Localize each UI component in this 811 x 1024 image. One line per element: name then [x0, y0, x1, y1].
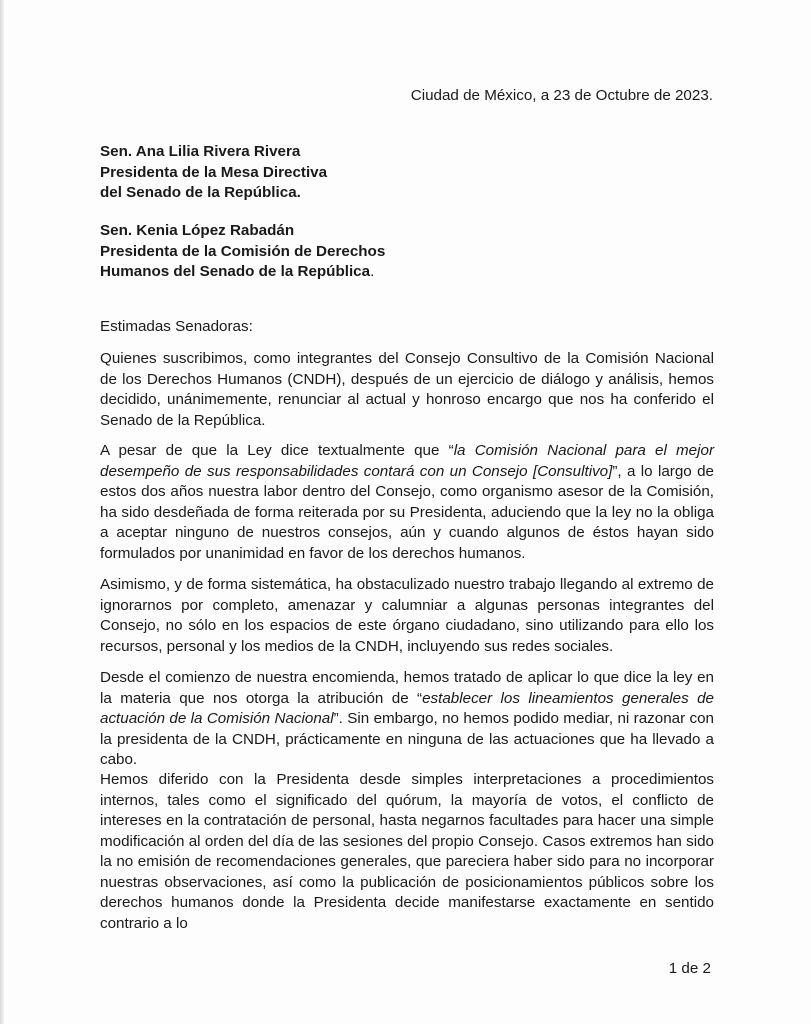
- paragraph-2-quote: la Comisión Nacional para el mejor desempeño de sus responsabilidades contará con un Consejo [Consultivo]: [100, 442, 715, 480]
- recipient-2-institution-text: Humanos del Senado de la República: [100, 263, 371, 280]
- recipient-1-institution: del Senado de la República.: [100, 184, 301, 201]
- recipient-block-2: [100, 221, 385, 283]
- paragraph-4-quote: establecer los lineamientos generales de actuación de la Comisión Nacional: [100, 689, 714, 727]
- paragraph-2-before: A pesar de que la Ley dice textualmente que “: [100, 442, 454, 459]
- recipient-2-period: .: [370, 263, 375, 280]
- paragraph-3: Asimismo, y de forma sistemática, ha obstaculizado nuestro trabajo llegando al extremo de ignorarnos por completo, amenazar y calumniar a algunas personas integrantes del Consejo, no sólo en los espacios de este órgano ciudadano, sino utilizando para ello los recursos, personal y los medios de la CNDH, incluyendo sus redes sociales.: [100, 576, 714, 655]
- paragraph-4: [100, 668, 714, 771]
- paragraph-5: Hemos diferido con la Presidenta desde simples interpretaciones a procedimientos internos, tales como el significado del quórum, la mayoría de votos, el conflicto de intereses en la contratación de personal, hasta negarnos facultades para hacer una simple modificación al orden del día de las sesiones del propio Consejo. Casos extremos han sido la no emisión de recomendaciones generales, que pareciera haber sido para no incorporar nuestras observaciones, así como la publicación de posicionamientos públicos sobre los derechos humanos donde la Presidenta decide manifestarse exactamente en sentido contrario a lo: [100, 771, 714, 932]
- recipient-block-1: [100, 142, 327, 204]
- recipient-2-title: Presidenta de la Comisión de Derechos: [100, 242, 386, 260]
- page-edge-shadow: [0, 0, 4, 1024]
- paragraph-4-before: Desde el comienzo de nuestra encomienda, hemos tratado de aplicar lo que dice la ley en la materia que nos otorga la atribución de “: [100, 669, 714, 707]
- paragraph-1: Quienes suscribimos, como integrantes del Consejo Consultivo de la Comisión Nacional de los Derechos Humanos (CNDH), después de un ejercicio de diálogo y análisis, hemos decidido, unánimemente, renunciar al actual y honroso encargo que nos ha conferido el Senado de la República.: [100, 350, 714, 429]
- date-line: Ciudad de México, a 23 de Octubre de 2023.: [410, 87, 713, 104]
- salutation: Estimadas Senadoras:: [100, 318, 253, 335]
- recipient-1-name: Sen. Ana Lilia Rivera Rivera: [100, 143, 301, 160]
- recipient-2-name: Sen. Kenia López Rabadán: [100, 222, 295, 239]
- recipient-2-institution: [100, 262, 385, 283]
- paragraph-2: [100, 441, 714, 564]
- recipient-1-title: Presidenta de la Mesa Directiva: [100, 163, 328, 181]
- page-number: 1 de 2: [668, 960, 711, 977]
- paragraph-4-after: ”. Sin embargo, no hemos podido mediar, ni razonar con la presidenta de la CNDH, prácticamente en ninguna de las actuaciones que ha llevado a cabo.: [100, 710, 714, 768]
- paragraph-2-after: ”, a lo largo de estos dos años nuestra labor dentro del Consejo, como organismo asesor de la Comisión, ha sido desdeñada de forma reiterada por su Presidenta, aduciendo que la ley no la obliga a aceptar ninguno de nuestros consejos, aún y cuando algunos de éstos hayan sido formulados por unanimidad en favor de los derechos humanos.: [100, 462, 714, 562]
